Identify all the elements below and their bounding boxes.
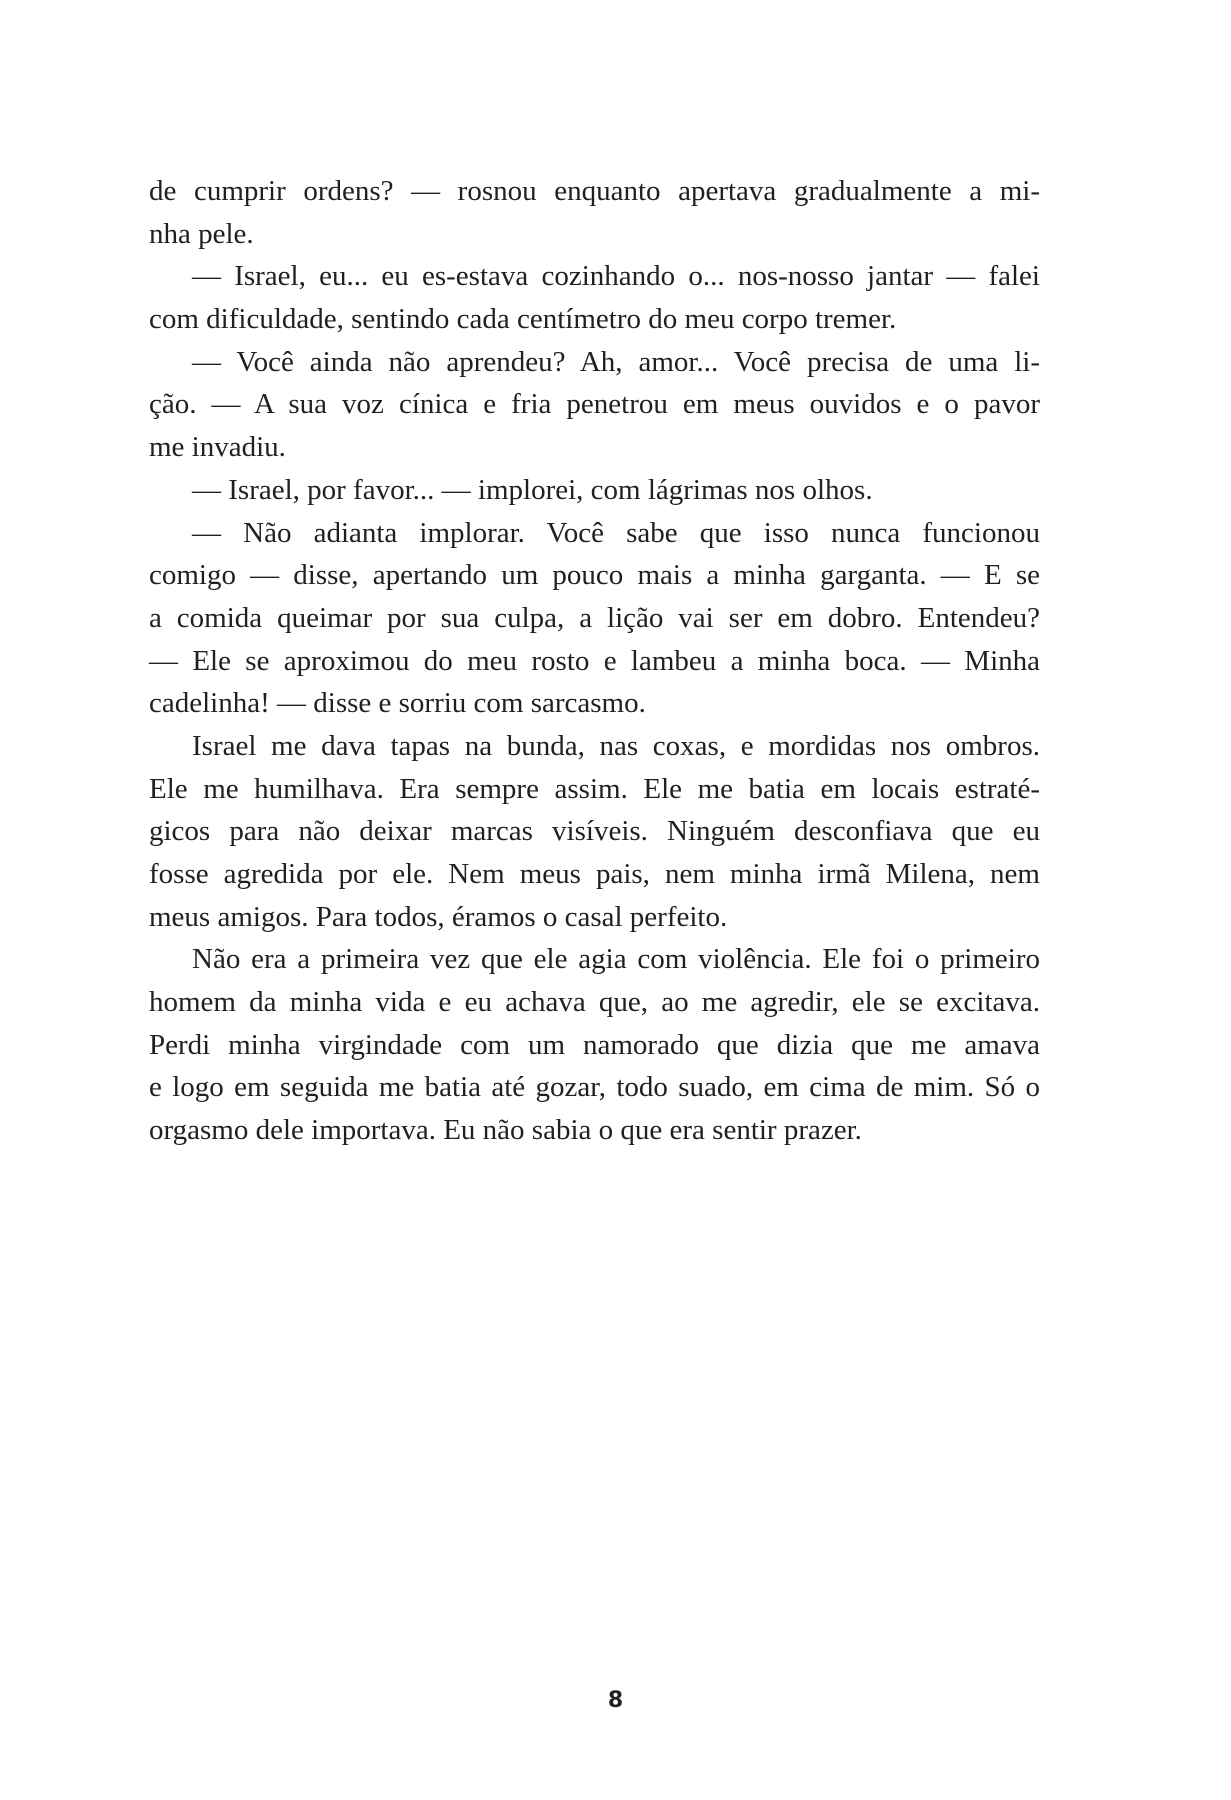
text-line: me invadiu. [149, 431, 286, 464]
text-line: Israel me dava tapas na bunda, nas coxas, e mordidas nos ombros. [192, 729, 1040, 762]
text-line: — Você ainda não aprendeu? Ah, amor... Você precisa de uma li- [192, 345, 1040, 378]
text-line: meus amigos. Para todos, éramos o casal perfeito. [149, 900, 728, 933]
text-line: orgasmo dele importava. Eu não sabia o que era sentir prazer. [149, 1114, 862, 1147]
text-line: a comida queimar por sua culpa, a lição vai ser em dobro. Entendeu? [149, 601, 1040, 634]
text-line: de cumprir ordens? — rosnou enquanto apertava gradualmente a mi- [149, 175, 1040, 207]
text-line: — Israel, eu... eu es-estava cozinhando o... nos-nosso jantar — falei [192, 260, 1040, 293]
text-line: cadelinha! — disse e sorriu com sarcasmo. [149, 687, 646, 720]
text-line: Não era a primeira vez que ele agia com violência. Ele foi o primeiro [192, 943, 1040, 976]
text-line: com dificuldade, sentindo cada centímetro do meu corpo tremer. [149, 303, 897, 336]
text-line: — Israel, por favor... — implorei, com lágrimas nos olhos. [192, 473, 873, 506]
text-line: fosse agredida por ele. Nem meus pais, nem minha irmã Milena, nem [149, 858, 1040, 890]
text-line: homem da minha vida e eu achava que, ao me agredir, ele se excitava. [149, 986, 1040, 1019]
text-line: Ele me humilhava. Era sempre assim. Ele me batia em locais estraté- [149, 772, 1040, 805]
text-line: e logo em seguida me batia até gozar, todo suado, em cima de mim. Só o [149, 1071, 1040, 1104]
text-line: gicos para não deixar marcas visíveis. Ninguém desconfiava que eu [149, 815, 1040, 848]
page-number: 8 [607, 1688, 624, 1713]
text-line: Perdi minha virgindade com um namorado que dizia que me amava [149, 1028, 1040, 1061]
text-line: comigo — disse, apertando um pouco mais a minha garganta. — E se [149, 559, 1040, 592]
body-text [149, 170, 1040, 1152]
text-line: — Ele se aproximou do meu rosto e lambeu a minha boca. — Minha [149, 644, 1040, 677]
text-line: — Não adianta implorar. Você sabe que isso nunca funcionou [192, 516, 1040, 549]
text-line: ção. — A sua voz cínica e fria penetrou em meus ouvidos e o pavor [149, 388, 1040, 421]
text-line: nha pele. [149, 217, 254, 250]
